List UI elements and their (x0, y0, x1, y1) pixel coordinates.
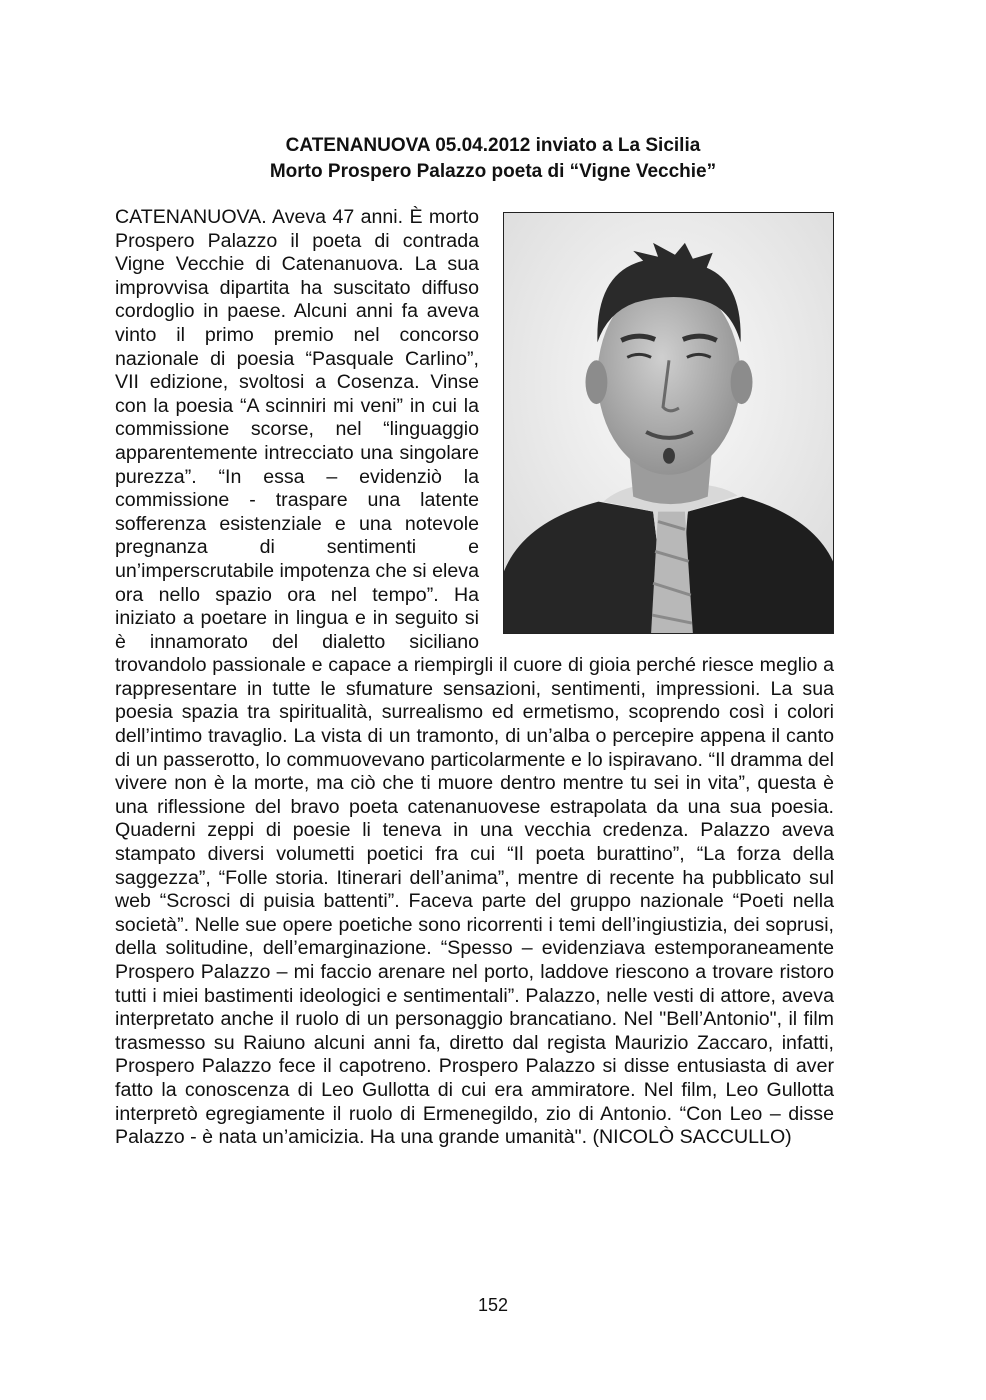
article-body (115, 206, 834, 1150)
portrait-image (504, 213, 833, 633)
portrait-photo (503, 212, 834, 634)
article-text: CATENANUOVA. Aveva 47 anni. È morto Prospero Palazzo il poeta di contrada Vigne Vecchie di Catenanuova. La sua improvvisa dipartita ha suscitato diffuso cordoglio in paese. Alcuni anni fa aveva vinto il primo premio nel concorso nazionale di poesia “Pasquale Carlino”, VII edizione, svoltosi a Cosenza. Vinse con la poesia “A scinniri mi veni” in cui la commissione scorse, nel “linguaggio apparentemente intrecciato una singolare purezza”. “In essa – evidenziò la commissione - traspare una latente sofferenza esistenziale e una notevole pregnanza di sentimenti e un’imperscrutabile impotenza che si eleva ora nello spazio ora nel tempo”. Ha iniziato a poetare in lingua e in seguito si è innamorato del dialetto siciliano trovandolo passionale e capace a riempirgli il cuore di gioia perché riesce meglio a rappresentare in tutte le sfumature sensazioni, sentimenti, impressioni. La sua poesia spazia tra spiritualità, surrealismo ed ermetismo, scoprendo così i colori dell’intimo travaglio. La vista di un tramonto, di un’alba o percepire appena il canto di un passerotto, lo commuovevano particolarmente e lo ispiravano. “Il dramma del vivere non è la morte, ma ciò che ti muore dentro mentre tu sei in vita”, questa è una riflessione del bravo poeta catenanuovese estrapolata da una sua poesia. Quaderni zeppi di poesie li teneva in una vecchia credenza. Palazzo aveva stampato diversi volumetti poetici fra cui “Il poeta burattino”, “La forza della saggezza”, “Folle storia. Itinerari dell’anima”, mentre di recente ha pubblicato sul web “Scrosci di puisia battenti”. Faceva parte del gruppo nazionale “Poeti nella società”. Nelle sue opere poetiche sono ricorrenti i temi dell’ingiustizia, dei soprusi, della solitudine, dell’emarginazione. “Spesso – evidenziava estemporaneamente Prospero Palazzo – mi faccio arenare nel porto, laddove riescono a trovare ristoro tutti i miei bastimenti ideologici e sentimentali”. Palazzo, nelle vesti di attore, aveva interpretato anche il ruolo di un personaggio brancatiano. Nel "Bell’Antonio", il film trasmesso su Raiuno alcuni anni fa, diretto dal regista Maurizio Zaccaro, infatti, Prospero Palazzo fece il capotreno. Prospero Palazzo si disse entusiasta di aver fatto la conoscenza di Leo Gullotta di cui era ammiratore. Nel film, Leo Gullotta interpretò egregiamente il ruolo di Ermenegildo, zio di Antonio. “Con Leo – disse Palazzo - è nata un’amicizia. Ha una grande umanità". (NICOLÒ SACCULLO) (115, 206, 834, 1149)
article-headline: Morto Prospero Palazzo poeta di “Vigne Vecchie” (269, 161, 717, 182)
article-dateline: CATENANUOVA 05.04.2012 inviato a La Sicilia (285, 135, 701, 156)
page-number: 152 (477, 1295, 509, 1315)
